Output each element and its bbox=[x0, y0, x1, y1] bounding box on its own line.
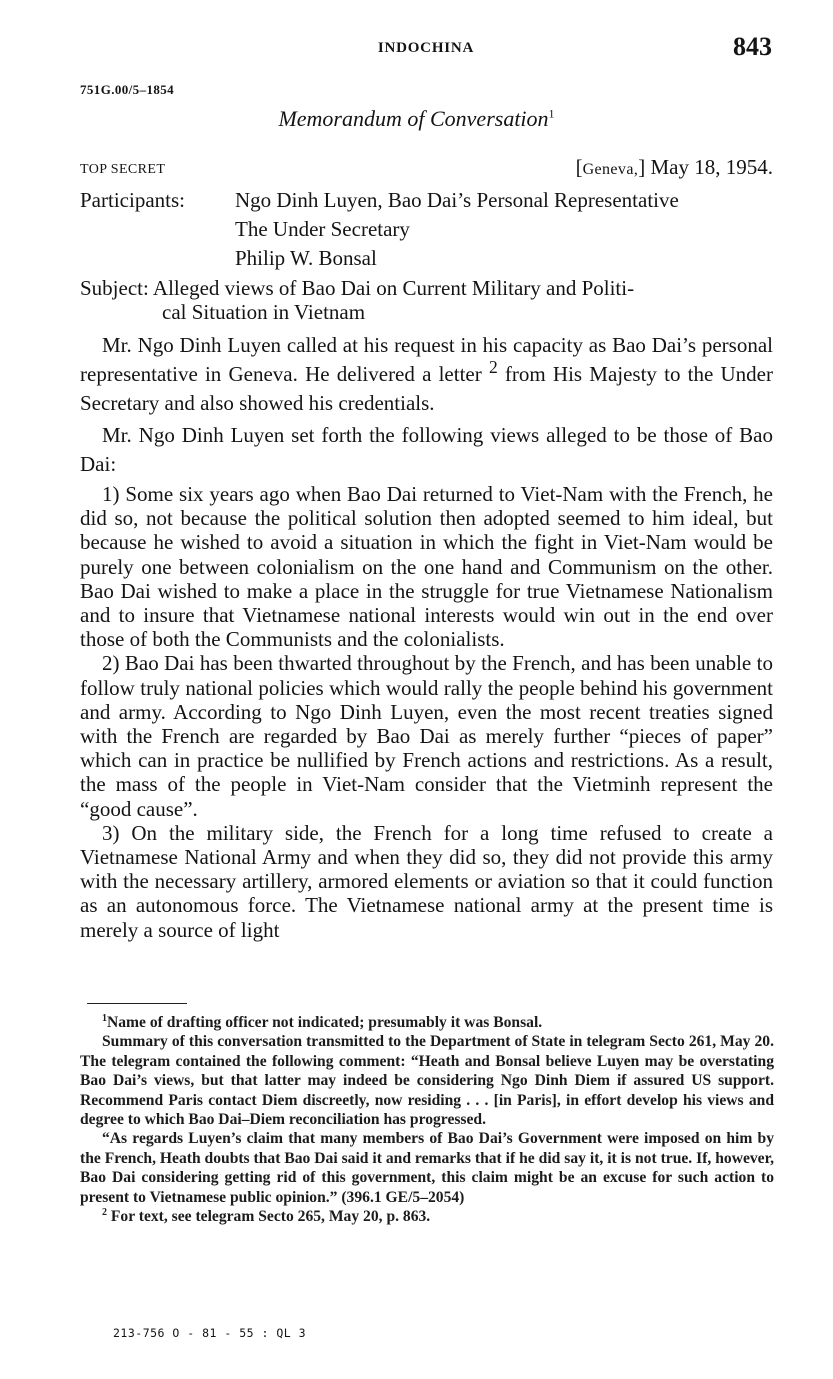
subject-block bbox=[80, 276, 780, 324]
subject-line-1: Alleged views of Bao Dai on Current Military and Politi- bbox=[152, 276, 635, 300]
file-number: 751G.00/5–1854 bbox=[80, 82, 175, 97]
document-title bbox=[0, 106, 833, 132]
footnote-rule bbox=[87, 1003, 187, 1004]
participant: Philip W. Bonsal bbox=[235, 246, 377, 270]
point-1: 1) Some six years ago when Bao Dai returned to Viet-Nam with the French, he did so, not because the political solution then adopted seemed to him ideal, but because he wished to avoid a situation in which the fight in Viet-Nam would be purely one between colonialism on the one hand and Communism on the other. Bao Dai wished to make a place in the struggle for true Vietnamese Nationalism and to insure that Vietnamese national interests would win out in the end over those of both the Communists and the colonialists. bbox=[80, 482, 773, 652]
participants-list bbox=[235, 186, 679, 273]
footnote-1-paragraph-3: “As regards Luyen’s claim that many members of Bao Dai’s Government were imposed on him by the French, Heath doubts that Bao Dai said it and remarks that if he did say it, it is not true. If, however, Bao Dai considering getting rid of this government, this claim might be an excuse for such action to present to Vietnamese public opinion.” (396.1 GE/5–2054) bbox=[80, 1130, 774, 1206]
participant: Ngo Dinh Luyen, Bao Dai’s Personal Representative bbox=[235, 188, 679, 212]
point-2: 2) Bao Dai has been thwarted throughout by the French, and has been unable to follow truly national policies which would rally the people behind his government and army. According to Ngo Dinh Luyen, even the most recent treaties signed with the French are regarded by Bao Dai as merely further “pieces of paper” which can in practice be nullified by French actions and restrictions. As a result, the mass of the people in Viet-Nam consider that the Vietminh represent the “good cause”. bbox=[80, 651, 773, 821]
footnote-2: $^2$ For text, see telegram Secto 265, May 20, p. 863. bbox=[102, 1206, 431, 1226]
footnote-mark-1: 1 bbox=[548, 106, 555, 121]
participants-label: Participants: bbox=[80, 188, 185, 212]
place-date bbox=[576, 155, 773, 180]
bracket-open: [ bbox=[575, 155, 583, 179]
point-3: 3) On the military side, the French for a long time refused to create a Vietnamese National Army and when they did so, they did not provide this army with the necessary artillery, armored elements or aviation so that it could function as an autonomous force. The Vietnamese national army at the present time is merely a source of light bbox=[80, 820, 773, 942]
document-title-text: Memorandum of Conversation bbox=[278, 106, 549, 131]
intro-paragraph-2: Mr. Ngo Dinh Luyen set forth the following views alleged to be those of Bao Dai: bbox=[80, 423, 773, 476]
bracket-close: ] bbox=[638, 155, 646, 179]
footnote-1: $^1$Name of drafting officer not indicated; presumably it was Bonsal. bbox=[102, 1012, 543, 1031]
intro-text bbox=[80, 331, 773, 479]
running-head: INDOCHINA bbox=[377, 40, 475, 56]
printer-imprint: 213-756 O - 81 - 55 : QL 3 bbox=[113, 1326, 307, 1340]
subject-label: Subject: bbox=[80, 276, 149, 300]
page-header bbox=[80, 32, 772, 68]
footnote-mark-2: 2 bbox=[488, 357, 498, 377]
date: May 18, 1954. bbox=[645, 155, 773, 179]
subject-line-2: cal Situation in Vietnam bbox=[162, 300, 366, 324]
page-number: 843 bbox=[733, 32, 772, 61]
footnote-1-paragraph-2: Summary of this conversation transmitted to the Department of State in telegram Secto 261, May 20. The telegram contained the following comment: “Heath and Bonsal believe Luyen may be overstating Bao Dai’s views, but that latter may indeed be considering Ngo Dinh Diem if assured US support. Recommend Paris contact Diem discreetly, now residing . . . [in Paris], in effort develop his views and degree to which Bao Dai–Diem reconciliation has progressed. bbox=[80, 1033, 774, 1129]
numbered-points bbox=[80, 482, 773, 942]
footnotes bbox=[80, 1013, 774, 1226]
participant: The Under Secretary bbox=[235, 217, 410, 241]
classification-marking: TOP SECRET bbox=[80, 162, 166, 177]
intro-paragraph-1: Mr. Ngo Dinh Luyen called at his request in his capacity as Bao Dai’s personal representative in Geneva. He delivered a letter $^2$ from His Majesty to the Under Secretary and also showed his credentials. bbox=[80, 333, 773, 415]
place: Geneva, bbox=[582, 161, 639, 178]
